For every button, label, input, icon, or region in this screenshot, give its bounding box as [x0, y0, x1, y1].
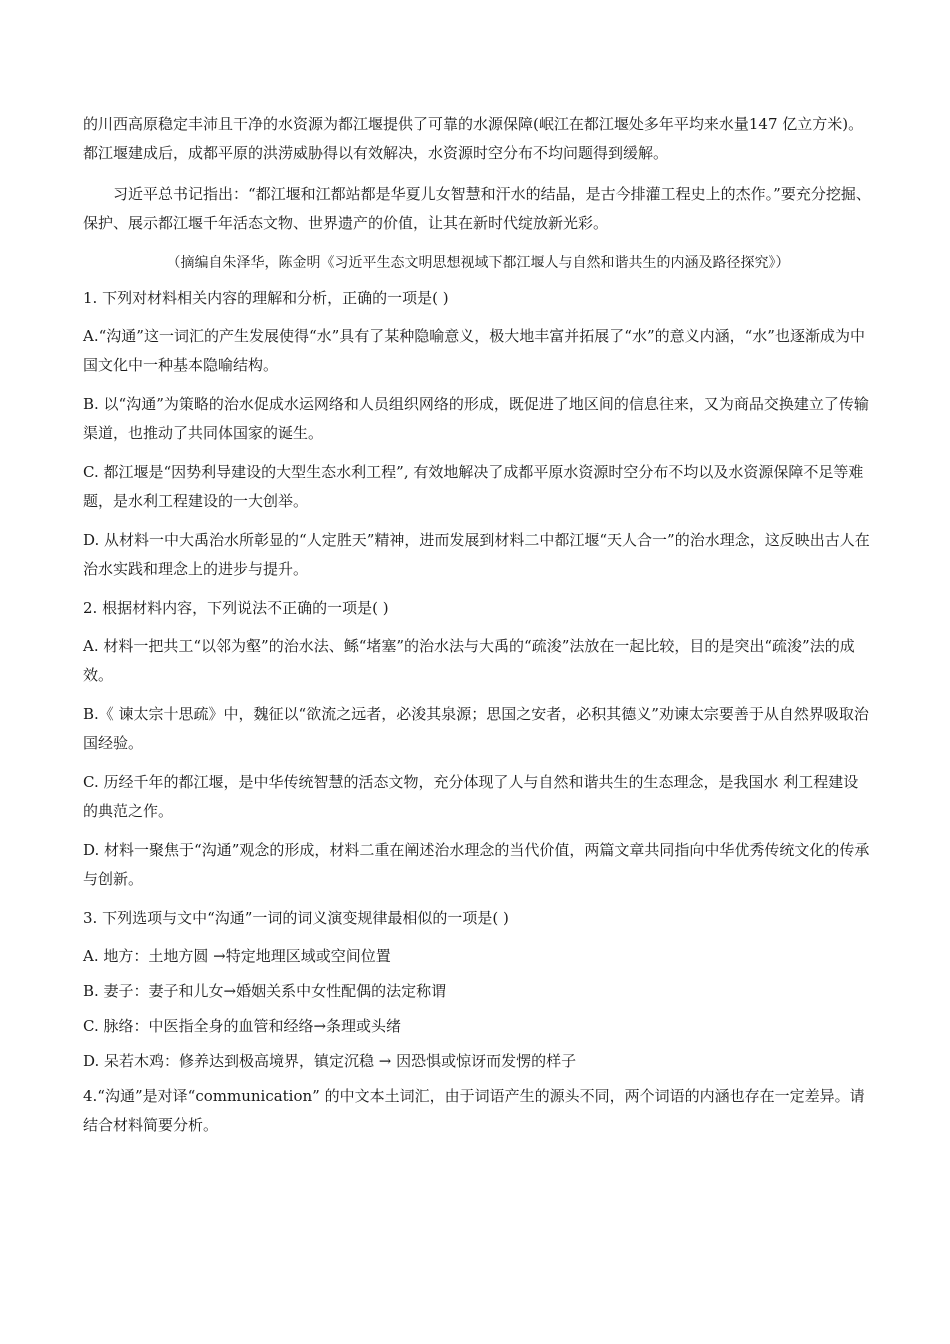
option-c: C. 历经千年的都江堰，是中华传统智慧的活态文物，充分体现了人与自然和谐共生的生态理念，是我国水 利工程建设的典范之作。 [83, 773, 859, 820]
question-2 [83, 594, 873, 894]
option-d: D. 材料一聚焦于“沟通”观念的形成，材料二重在阐述治水理念的当代价值，两篇文章共同指向中华优秀传统文化的传承与创新。 [83, 841, 870, 888]
option-c: C. 脉络：中医指全身的血管和经络→条理或头绪 [83, 1017, 402, 1035]
question-4 [83, 1082, 873, 1140]
option-c: C. 都江堰是“因势利导建设的大型生态水利工程”, 有效地解决了成都平原水资源时空分布不均以及水资源保障不足等难题，是水利工程建设的一大创举。 [83, 463, 864, 510]
question-stem: 4.“沟通”是对译“communication” 的中文本土词汇，由于词语产生的源头不同，两个词语的内涵也存在一定差异。请结合材料简要分析。 [83, 1087, 865, 1134]
option-b: B. 妻子：妻子和儿女→婚姻关系中女性配偶的法定称谓 [83, 982, 447, 1000]
option-b: B. 以“沟通”为策略的治水促成水运网络和人员组织网络的形成，既促进了地区间的信息往来，又为商品交换建立了传输渠道，也推动了共同体国家的诞生。 [83, 395, 869, 442]
option-b: B.《 谏太宗十思疏》中，魏征以“欲流之远者，必浚其泉源；思国之安者，必积其德义”劝谏太宗要善于从自然界吸取治国经验。 [83, 705, 869, 752]
question-1 [83, 284, 873, 584]
option-d: D. 呆若木鸡：修养达到极高境界，镇定沉稳 → 因恐惧或惊讶而发愣的样子 [83, 1052, 577, 1070]
option-a: A. 材料一把共工“以邻为壑”的治水法、鲧“堵塞”的治水法与大禹的“疏浚”法放在一起比较，目的是突出“疏浚”法的成效。 [83, 637, 855, 684]
option-a: A. 地方：土地方圆 →特定地理区域或空间位置 [83, 947, 391, 965]
question-stem: 1. 下列对材料相关内容的理解和分析，正确的一项是( ) [83, 289, 449, 307]
question-stem: 2. 根据材料内容，下列说法不正确的一项是( ) [83, 599, 389, 617]
question-stem: 3. 下列选项与文中“沟通”一词的词义演变规律最相似的一项是( ) [83, 909, 509, 927]
document-page [83, 110, 873, 1152]
option-d: D. 从材料一中大禹治水所彰显的“人定胜天”精神，进而发展到材料二中都江堰“天人合一”的治水理念，这反映出古人在治水实践和理念上的进步与提升。 [83, 531, 870, 578]
option-a: A.“沟通”这一词汇的产生发展使得“水”具有了某种隐喻意义，极大地丰富并拓展了“水”的意义内涵，“水”也逐渐成为中国文化中一种基本隐喻结构。 [83, 327, 865, 374]
passage-paragraph-2: 习近平总书记指出：“都江堰和江都站都是华夏儿女智慧和汗水的结晶，是古今排灌工程史上的杰作。”要充分挖掘、保护、展示都江堰千年活态文物、世界遗产的价值，让其在新时代绽放新光彩。 [83, 185, 871, 232]
passage-source: （摘编自朱泽华，陈金明《习近平生态文明思想视域下都江堰人与自然和谐共生的内涵及路径探究》） [166, 255, 790, 271]
passage-paragraph-1: 的川西高原稳定丰沛且干净的水资源为都江堰提供了可靠的水源保障(岷江在都江堰处多年平均来水量147 亿立方米)。都江堰建成后，成都平原的洪涝威胁得以有效解决，水资源时空分布不均问题得到缓解。 [83, 115, 864, 162]
question-3 [83, 904, 873, 1076]
